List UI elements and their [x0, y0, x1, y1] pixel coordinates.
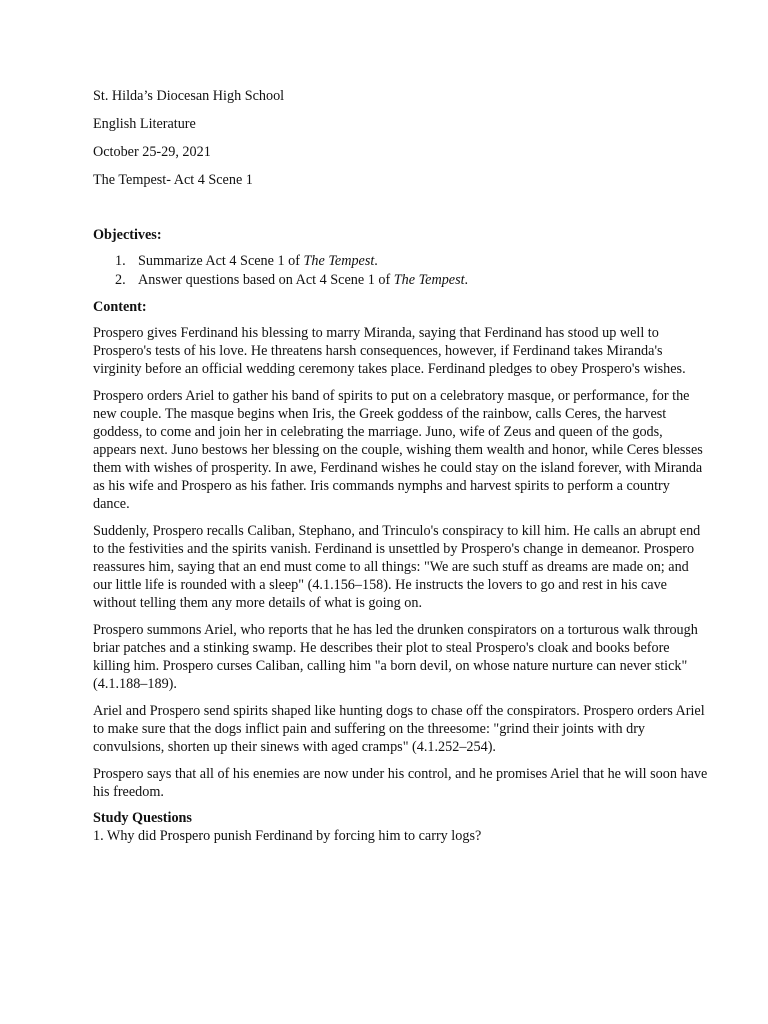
content-heading: Content:: [93, 299, 147, 315]
spacer: [93, 199, 708, 226]
lesson-topic: The Tempest- Act 4 Scene 1: [93, 172, 253, 188]
content-paragraph: Prospero gives Ferdinand his blessing to marry Miranda, saying that Ferdinand has stood up well to Prospero's tests of his love. He threatens harsh consequences, however, if Ferdinand takes Miranda's virginity before an official wedding ceremony takes place. Ferdinand pledges to obey Prospero's wishes.: [93, 325, 686, 377]
study-question: 1. Why did Prospero punish Ferdinand by forcing him to carry logs?: [93, 828, 482, 844]
objective-end: .: [374, 253, 378, 269]
content-paragraph: Prospero says that all of his enemies are now under his control, and he promises Ariel that he will soon have his freedom.: [93, 766, 708, 800]
objective-work-title: The Tempest: [303, 253, 375, 269]
content-paragraph: Prospero orders Ariel to gather his band of spirits to put on a celebratory masque, or performance, for the new couple. The masque begins when Iris, the Greek goddess of the rainbow, calls Ceres, the harvest goddess, to come and join her in celebrating the marriage. Juno, wife of Zeus and queen of the gods, appears next. Juno bestows her blessing on the couple, wishing them wealth and honor, while Ceres blesses them with wishes of prosperity. In awe, Ferdinand wishes he could stay on the island forever, with Miranda as his wife and Prospero as his father. Iris commands nymphs and harvest spirits to perform a country dance.: [93, 388, 703, 512]
objective-item: [93, 271, 708, 290]
objective-text: Answer questions based on Act 4 Scene 1 of: [138, 272, 394, 288]
study-questions-heading: Study Questions: [93, 810, 192, 826]
objective-end: .: [464, 272, 469, 288]
school-name: St. Hilda’s Diocesan High School: [93, 88, 285, 104]
objectives-list: [93, 252, 708, 290]
objective-item: [93, 252, 708, 271]
lesson-date: October 25-29, 2021: [93, 144, 211, 160]
objective-number: 1.: [115, 253, 126, 269]
content-paragraph: Prospero summons Ariel, who reports that he has led the drunken conspirators on a torturous walk through briar patches and a stinking swamp. He describes their plot to steal Prospero's cloak and books before killing him. Prospero curses Caliban, calling him "a born devil, on whose nature nurture can never stick" (4.1.188–189).: [93, 622, 698, 692]
objectives-heading: Objectives:: [93, 227, 162, 243]
subject-name: English Literature: [93, 116, 196, 132]
objective-text: Summarize Act 4 Scene 1 of: [138, 253, 304, 269]
content-paragraph: Suddenly, Prospero recalls Caliban, Stephano, and Trinculo's conspiracy to kill him. He calls an abrupt end to the festivities and the spirits vanish. Ferdinand is unsettled by Prospero's change in demeanor. Prospero reassures him, saying that an end must come to all things: "We are such stuff as dreams are made on; and our little life is rounded with a sleep" (4.1.156–158). He instructs the lovers to go and rest in his cave without telling them any more details of what is going on.: [93, 523, 701, 611]
objective-work-title: The Tempest: [393, 272, 465, 288]
objective-number: 2.: [115, 272, 126, 288]
content-paragraph: Ariel and Prospero send spirits shaped like hunting dogs to chase off the conspirators. Prospero orders Ariel to make sure that the dogs inflict pain and suffering on the threesome: "grind their joints with dry convulsions, shorten up their sinews with aged cramps" (4.1.252–254).: [93, 703, 705, 755]
